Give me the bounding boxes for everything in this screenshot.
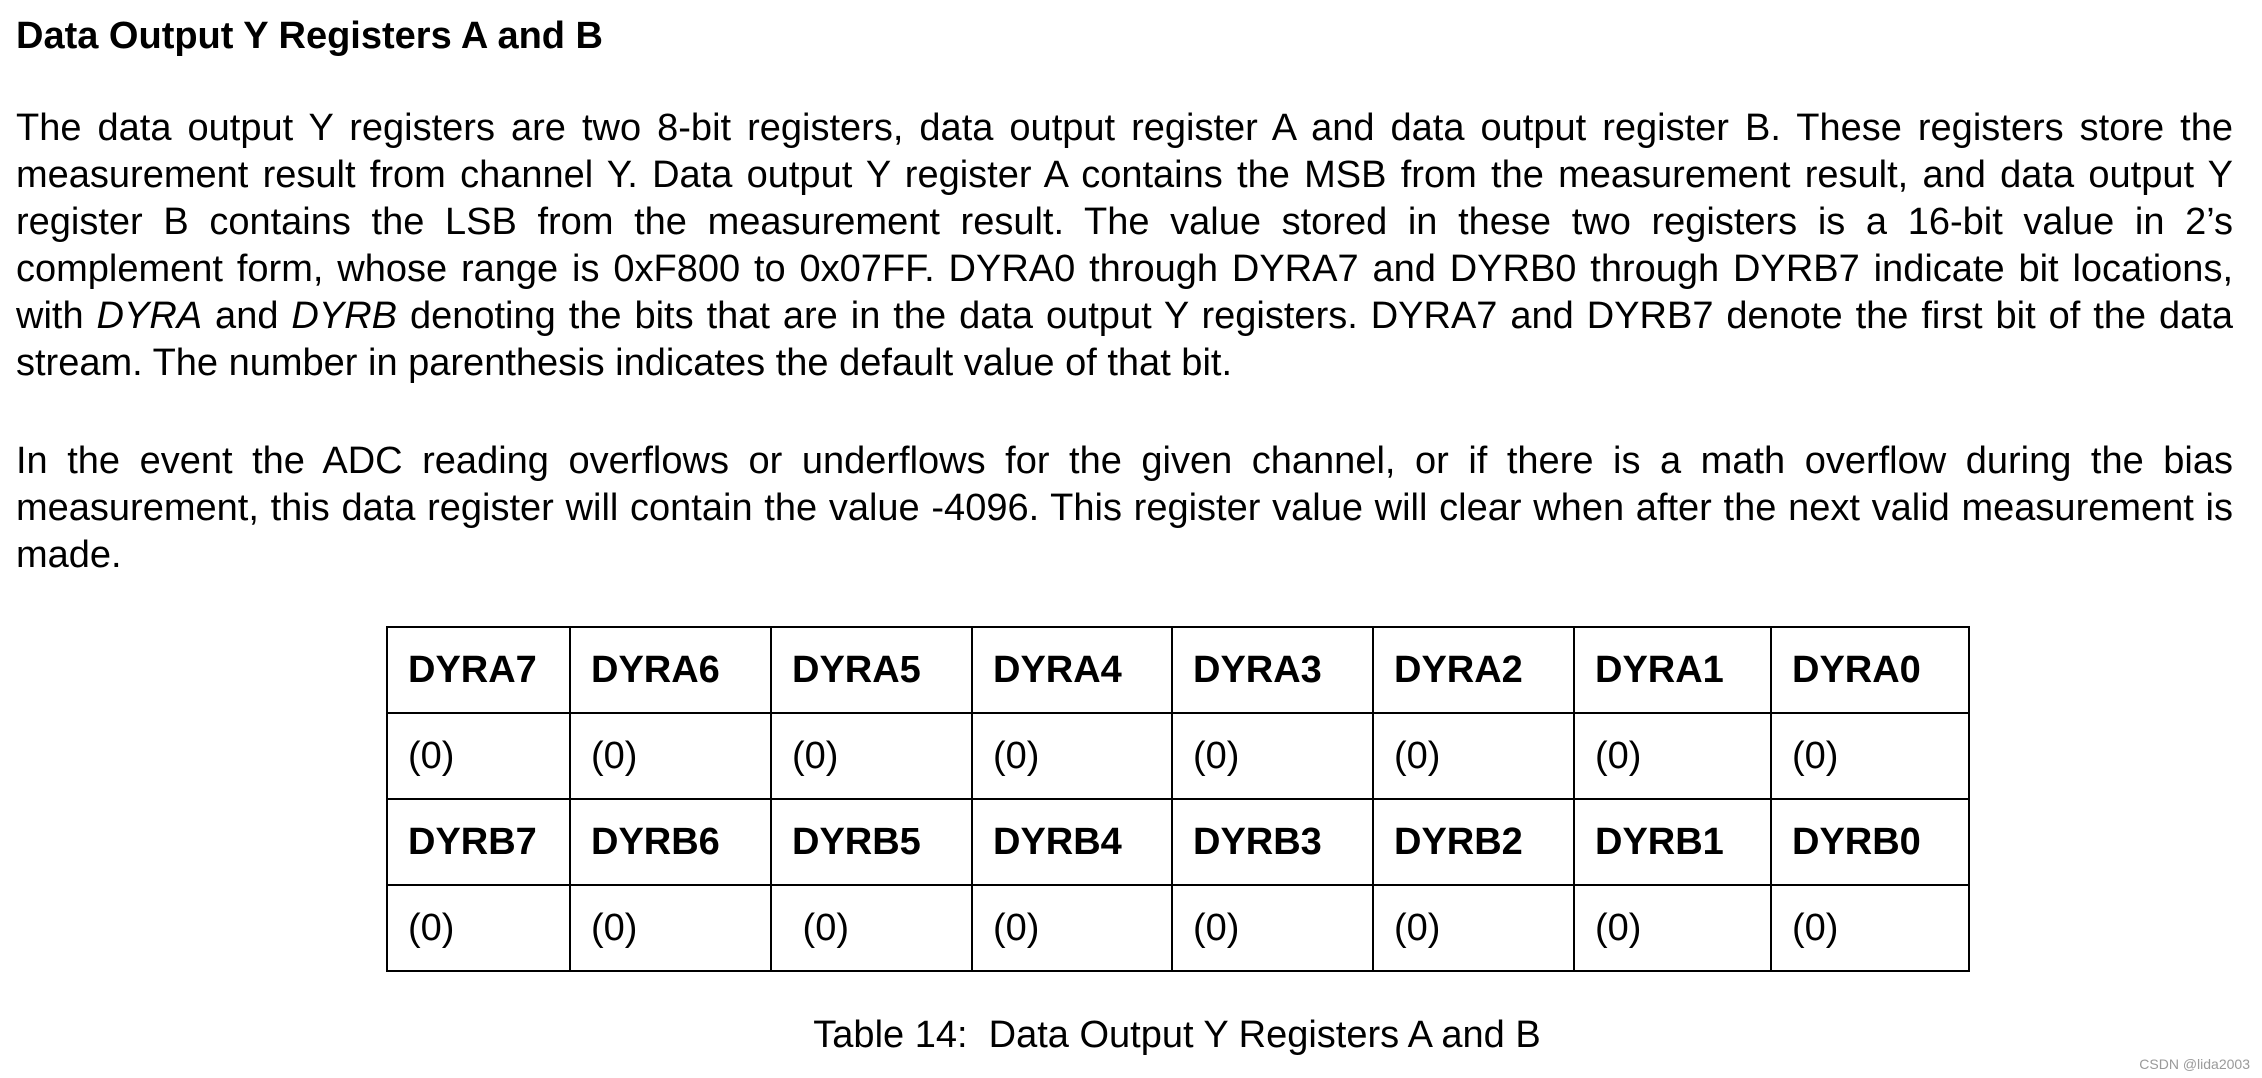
register-default-value: (0) [1574,713,1771,799]
register-bit-name: DYRA2 [1373,627,1574,713]
register-table-body [387,627,1969,971]
register-table [386,626,1970,972]
register-default-value: (0) [1574,885,1771,971]
table-caption: Table 14: Data Output Y Registers A and B [813,1014,1541,1056]
register-bit-name: DYRA3 [1172,627,1373,713]
register-default-value: (0) [1771,885,1969,971]
register-bit-name: DYRB6 [570,799,771,885]
register-default-value: (0) [771,885,972,971]
register-bit-name: DYRB3 [1172,799,1373,885]
register-bit-name: DYRA0 [1771,627,1969,713]
register-name-row [387,627,1969,713]
register-bit-name: DYRB1 [1574,799,1771,885]
register-default-row [387,713,1969,799]
register-bit-name: DYRB2 [1373,799,1574,885]
register-default-row [387,885,1969,971]
register-default-value: (0) [570,885,771,971]
paragraph-text: The data output Y registers are two 8-bit registers, data output register A and data output register B. These registers store the measurement result from channel Y. Data output Y register A contains the MSB from the measurement result, and data output Y register B contains the LSB from the measurement result. The value stored in these two registers is a 16-bit value in 2’s complement form, whose range is 0xF800 to 0x07FF. DYRA0 through DYRA7 and DYRB0 through DYRB7 indicate bit locations, with [16,107,2233,337]
register-default-value: (0) [387,885,570,971]
overflow-paragraph: In the event the ADC reading overflows or underflows for the given channel, or if there is a math overflow during the bias measurement, this data register will contain the value -4096. This register value will clear when after the next valid measurement is made. [16,440,2233,576]
register-default-value: (0) [570,713,771,799]
paragraph-italic-term: DYRB [291,295,397,337]
register-default-value: (0) [1172,885,1373,971]
register-default-value: (0) [1771,713,1969,799]
paragraph-text: denoting the bits that are in the data output Y registers. DYRA7 and DYRB7 denote the first bit of the data stream. The number in parenthesis indicates the default value of that bit. [16,295,2233,384]
register-bit-name: DYRA7 [387,627,570,713]
register-default-value: (0) [972,713,1172,799]
register-bit-name: DYRB7 [387,799,570,885]
section-heading: Data Output Y Registers A and B [16,15,603,57]
register-default-value: (0) [387,713,570,799]
register-name-row [387,799,1969,885]
register-bit-name: DYRA4 [972,627,1172,713]
register-bit-name: DYRB0 [1771,799,1969,885]
register-bit-name: DYRA1 [1574,627,1771,713]
register-bit-name: DYRB5 [771,799,972,885]
register-default-value: (0) [972,885,1172,971]
register-default-value: (0) [1172,713,1373,799]
register-default-value: (0) [1373,885,1574,971]
register-bit-name: DYRA6 [570,627,771,713]
register-default-value: (0) [771,713,972,799]
register-default-value: (0) [1373,713,1574,799]
description-paragraph [16,105,2233,387]
register-bit-name: DYRB4 [972,799,1172,885]
register-bit-name: DYRA5 [771,627,972,713]
paragraph-italic-term: DYRA [96,295,203,337]
watermark: CSDN @lida2003 [2139,1056,2250,1072]
paragraph-text: and [202,295,292,337]
